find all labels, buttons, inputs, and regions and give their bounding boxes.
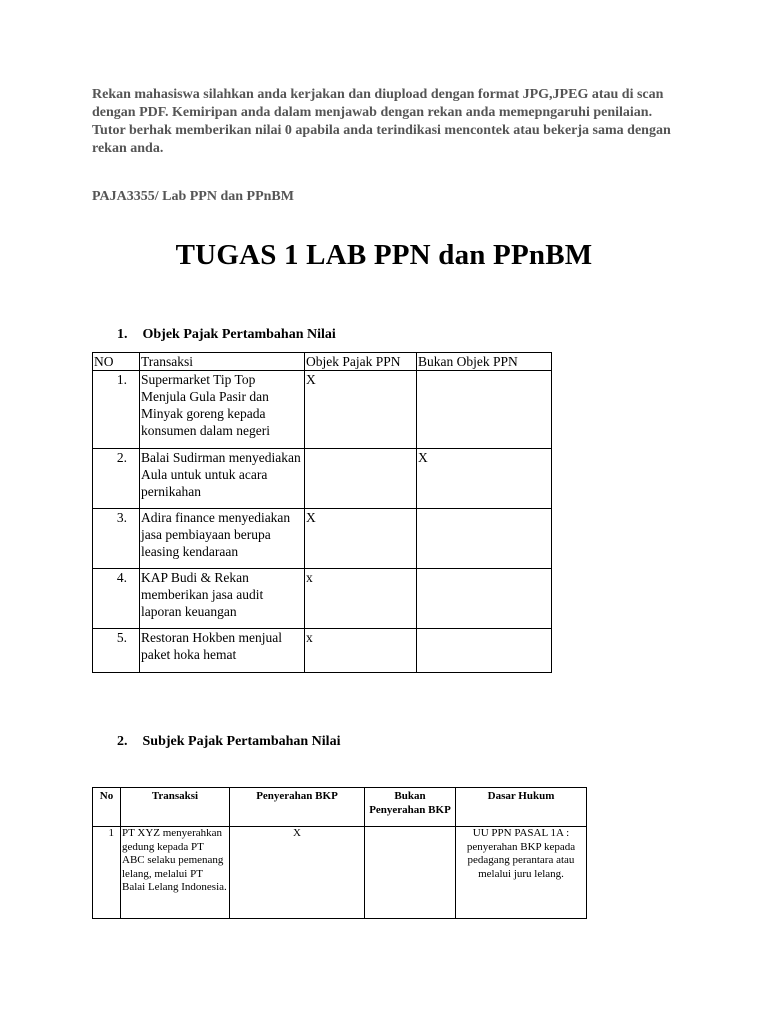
row-objek: x — [305, 569, 417, 629]
row-bukan — [417, 629, 552, 673]
row-no: 1. — [93, 371, 140, 449]
row-no: 2. — [93, 449, 140, 509]
row-bukan — [417, 569, 552, 629]
table-row — [93, 569, 552, 629]
header-no: NO — [93, 353, 140, 371]
row-transaksi: Supermarket Tip Top Menjula Gula Pasir dan Minyak goreng kepada konsumen dalam negeri — [140, 371, 305, 449]
row-no: 4. — [93, 569, 140, 629]
header-bukan-penyerahan-bkp: Bukan Penyerahan BKP — [365, 788, 456, 827]
row-transaksi: PT XYZ menyerahkan gedung kepada PT ABC selaku pemenang lelang, melalui PT Balai Lelang Indonesia. — [121, 827, 230, 919]
header-no: No — [93, 788, 121, 827]
row-dasar-hukum: UU PPN PASAL 1A : penyerahan BKP kepada pedagang perantara atau melalui juru lelang. — [456, 827, 587, 919]
section-1-number: 1. — [117, 327, 128, 342]
row-objek: x — [305, 629, 417, 673]
section-2-heading — [117, 734, 340, 750]
table-header-row — [93, 788, 587, 827]
section-1-heading — [117, 327, 336, 343]
row-no: 3. — [93, 509, 140, 569]
section-2-number: 2. — [117, 734, 128, 749]
header-objek-pajak: Objek Pajak PPN — [305, 353, 417, 371]
course-code: PAJA3355/ Lab PPN dan PPnBM — [92, 189, 294, 204]
objek-pajak-table — [92, 352, 552, 673]
row-no: 5. — [93, 629, 140, 673]
section-2-title: Subjek Pajak Pertambahan Nilai — [142, 734, 341, 749]
row-penyerahan: X — [230, 827, 365, 919]
subjek-pajak-table — [92, 787, 587, 919]
row-transaksi: KAP Budi & Rekan memberikan jasa audit laporan keuangan — [140, 569, 305, 629]
row-transaksi: Restoran Hokben menjual paket hoka hemat — [140, 629, 305, 673]
table-row — [93, 449, 552, 509]
instructions-paragraph: Rekan mahasiswa silahkan anda kerjakan dan diupload dengan format JPG,JPEG atau di scan dengan PDF. Kemiripan anda dalam menjawab dengan rekan anda memepngaruhi penilaian. Tutor berhak memberikan nilai 0 apabila anda terindikasi mencontek atau bekerja sama dengan rekan anda. — [92, 87, 671, 156]
table-header-row — [93, 353, 552, 371]
header-transaksi: Transaksi — [140, 353, 305, 371]
row-bukan — [417, 509, 552, 569]
row-transaksi: Balai Sudirman menyediakan Aula untuk untuk acara pernikahan — [140, 449, 305, 509]
row-objek — [305, 449, 417, 509]
section-1-title: Objek Pajak Pertambahan Nilai — [142, 327, 336, 342]
header-bukan-objek: Bukan Objek PPN — [417, 353, 552, 371]
row-bukan — [417, 371, 552, 449]
header-transaksi: Transaksi — [121, 788, 230, 827]
table-row — [93, 629, 552, 673]
document-title: TUGAS 1 LAB PPN dan PPnBM — [175, 239, 593, 271]
row-bukan-penyerahan — [365, 827, 456, 919]
header-dasar-hukum: Dasar Hukum — [456, 788, 587, 827]
row-objek: X — [305, 509, 417, 569]
row-no: 1 — [93, 827, 121, 919]
table-row — [93, 827, 587, 919]
header-penyerahan-bkp: Penyerahan BKP — [230, 788, 365, 827]
row-objek: X — [305, 371, 417, 449]
table-row — [93, 509, 552, 569]
table-row — [93, 371, 552, 449]
row-transaksi: Adira finance menyediakan jasa pembiayaan berupa leasing kendaraan — [140, 509, 305, 569]
row-bukan: X — [417, 449, 552, 509]
